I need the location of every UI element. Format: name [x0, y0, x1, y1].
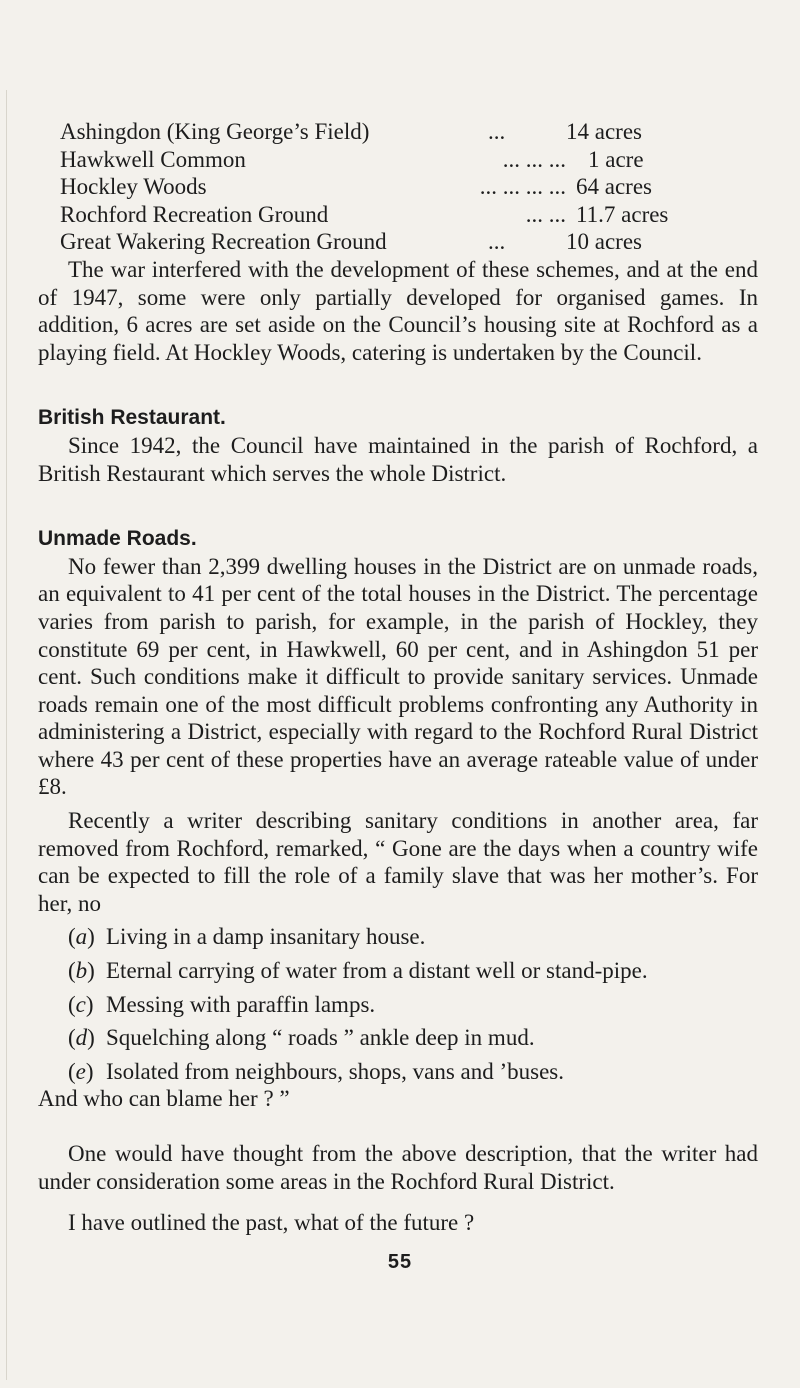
list-item [68, 1024, 758, 1052]
list-marker: (d) [68, 1025, 95, 1051]
page-edge-shadow [6, 90, 7, 1380]
british-restaurant-text: Since 1942, the Council have maintained in the parish of Rochford, a British Restaurant which serves the whole District. [38, 432, 758, 486]
acreage-row [60, 173, 758, 201]
final-question: I have outlined the past, what of the future ? [68, 1210, 475, 1236]
acreage-leader-dots: ... [488, 229, 506, 255]
acreage-list [60, 118, 758, 256]
acreage-value: 64 acres [576, 174, 652, 200]
list-marker: (a) [68, 924, 95, 950]
acreage-name: Hawkwell Common [60, 146, 246, 172]
acreage-value: 14 acres [566, 119, 642, 144]
unmade-roads-paragraph: No fewer than 2,399 dwelling houses in the District are on unmade roads, an equivalent to 41 per cent of the total houses in the District. The percentage varies from parish to parish, for example, in the parish of Hockley, they constitute 69 per cent, in Hawkwell, 60 per cent, and in Ashingdon 51 per cent. Such conditions make it difficult to provide sanitary services. Unmade roads remain one of the most difficult problems confronting any Authority in administering a District, especially with regard to the Rochford Rural District where 43 per cent of these properties have an average rateable value of under £8. [38, 553, 758, 800]
list-item-text: Eternal carrying of water from a distant well or stand-pipe. [106, 958, 648, 984]
list-marker: (c) [68, 991, 94, 1017]
list-item [68, 1058, 758, 1086]
acreage-leader-dots: ... ... ... ... [479, 174, 566, 200]
acreage-value: 11.7 acres [576, 201, 669, 227]
list-marker: (e) [68, 1058, 94, 1084]
list-item-text: Messing with paraffin lamps. [106, 991, 376, 1017]
closing-quote: And who can blame her ? ” [38, 1086, 290, 1112]
list-item [68, 923, 758, 951]
acreage-name: Great Wakering Recreation Ground [60, 229, 387, 255]
acreage-name: Ashingdon (King George’s Field) [60, 119, 370, 144]
list-item [68, 957, 758, 985]
list-item-text: Squelching along “ roads ” ankle deep in mud. [106, 1025, 535, 1051]
acreage-row [60, 146, 758, 174]
acreage-value: 10 acres [566, 229, 642, 255]
acreage-row [60, 118, 758, 146]
list-item-text: Isolated from neighbours, shops, vans and ’buses. [106, 1058, 565, 1084]
list-item [68, 991, 758, 1019]
acreage-leader-dots: ... ... ... [502, 146, 566, 172]
hardship-list [38, 923, 758, 1085]
page-number: 55 [387, 1251, 413, 1273]
quotation-intro: Recently a writer describing sanitary conditions in another area, far removed from Rochford, remarked, “ Gone are the days when a country wife can be expected to fill the role of a family slave that was her mother’s. For her, no [38, 808, 758, 916]
acreage-name: Rochford Recreation Ground [60, 201, 329, 227]
list-marker: (b) [68, 958, 95, 984]
list-item-text: Living in a damp insanitary house. [106, 924, 426, 950]
acreage-value: 1 acre [588, 146, 644, 172]
conclusion-paragraph: One would have thought from the above description, that the writer had under consideration some areas in the Rochford Rural District. [38, 1141, 758, 1194]
acreage-leader-dots: ... ... [525, 201, 566, 227]
intro-paragraph: The war interfered with the development of these schemes, and at the end of 1947, some were only partially developed for organised games. In addition, 6 acres are set aside on the Council’s housing site at Rochford as a playing field. At Hockley Woods, catering is undertaken by the Council. [38, 256, 758, 365]
british-restaurant-heading: British Restaurant. [38, 406, 226, 430]
acreage-name: Hockley Woods [60, 174, 207, 200]
page-content [38, 118, 758, 1237]
acreage-leader-dots: ... [488, 119, 506, 144]
acreage-row [60, 201, 758, 229]
unmade-roads-heading: Unmade Roads. [38, 527, 197, 551]
acreage-row [60, 228, 758, 256]
